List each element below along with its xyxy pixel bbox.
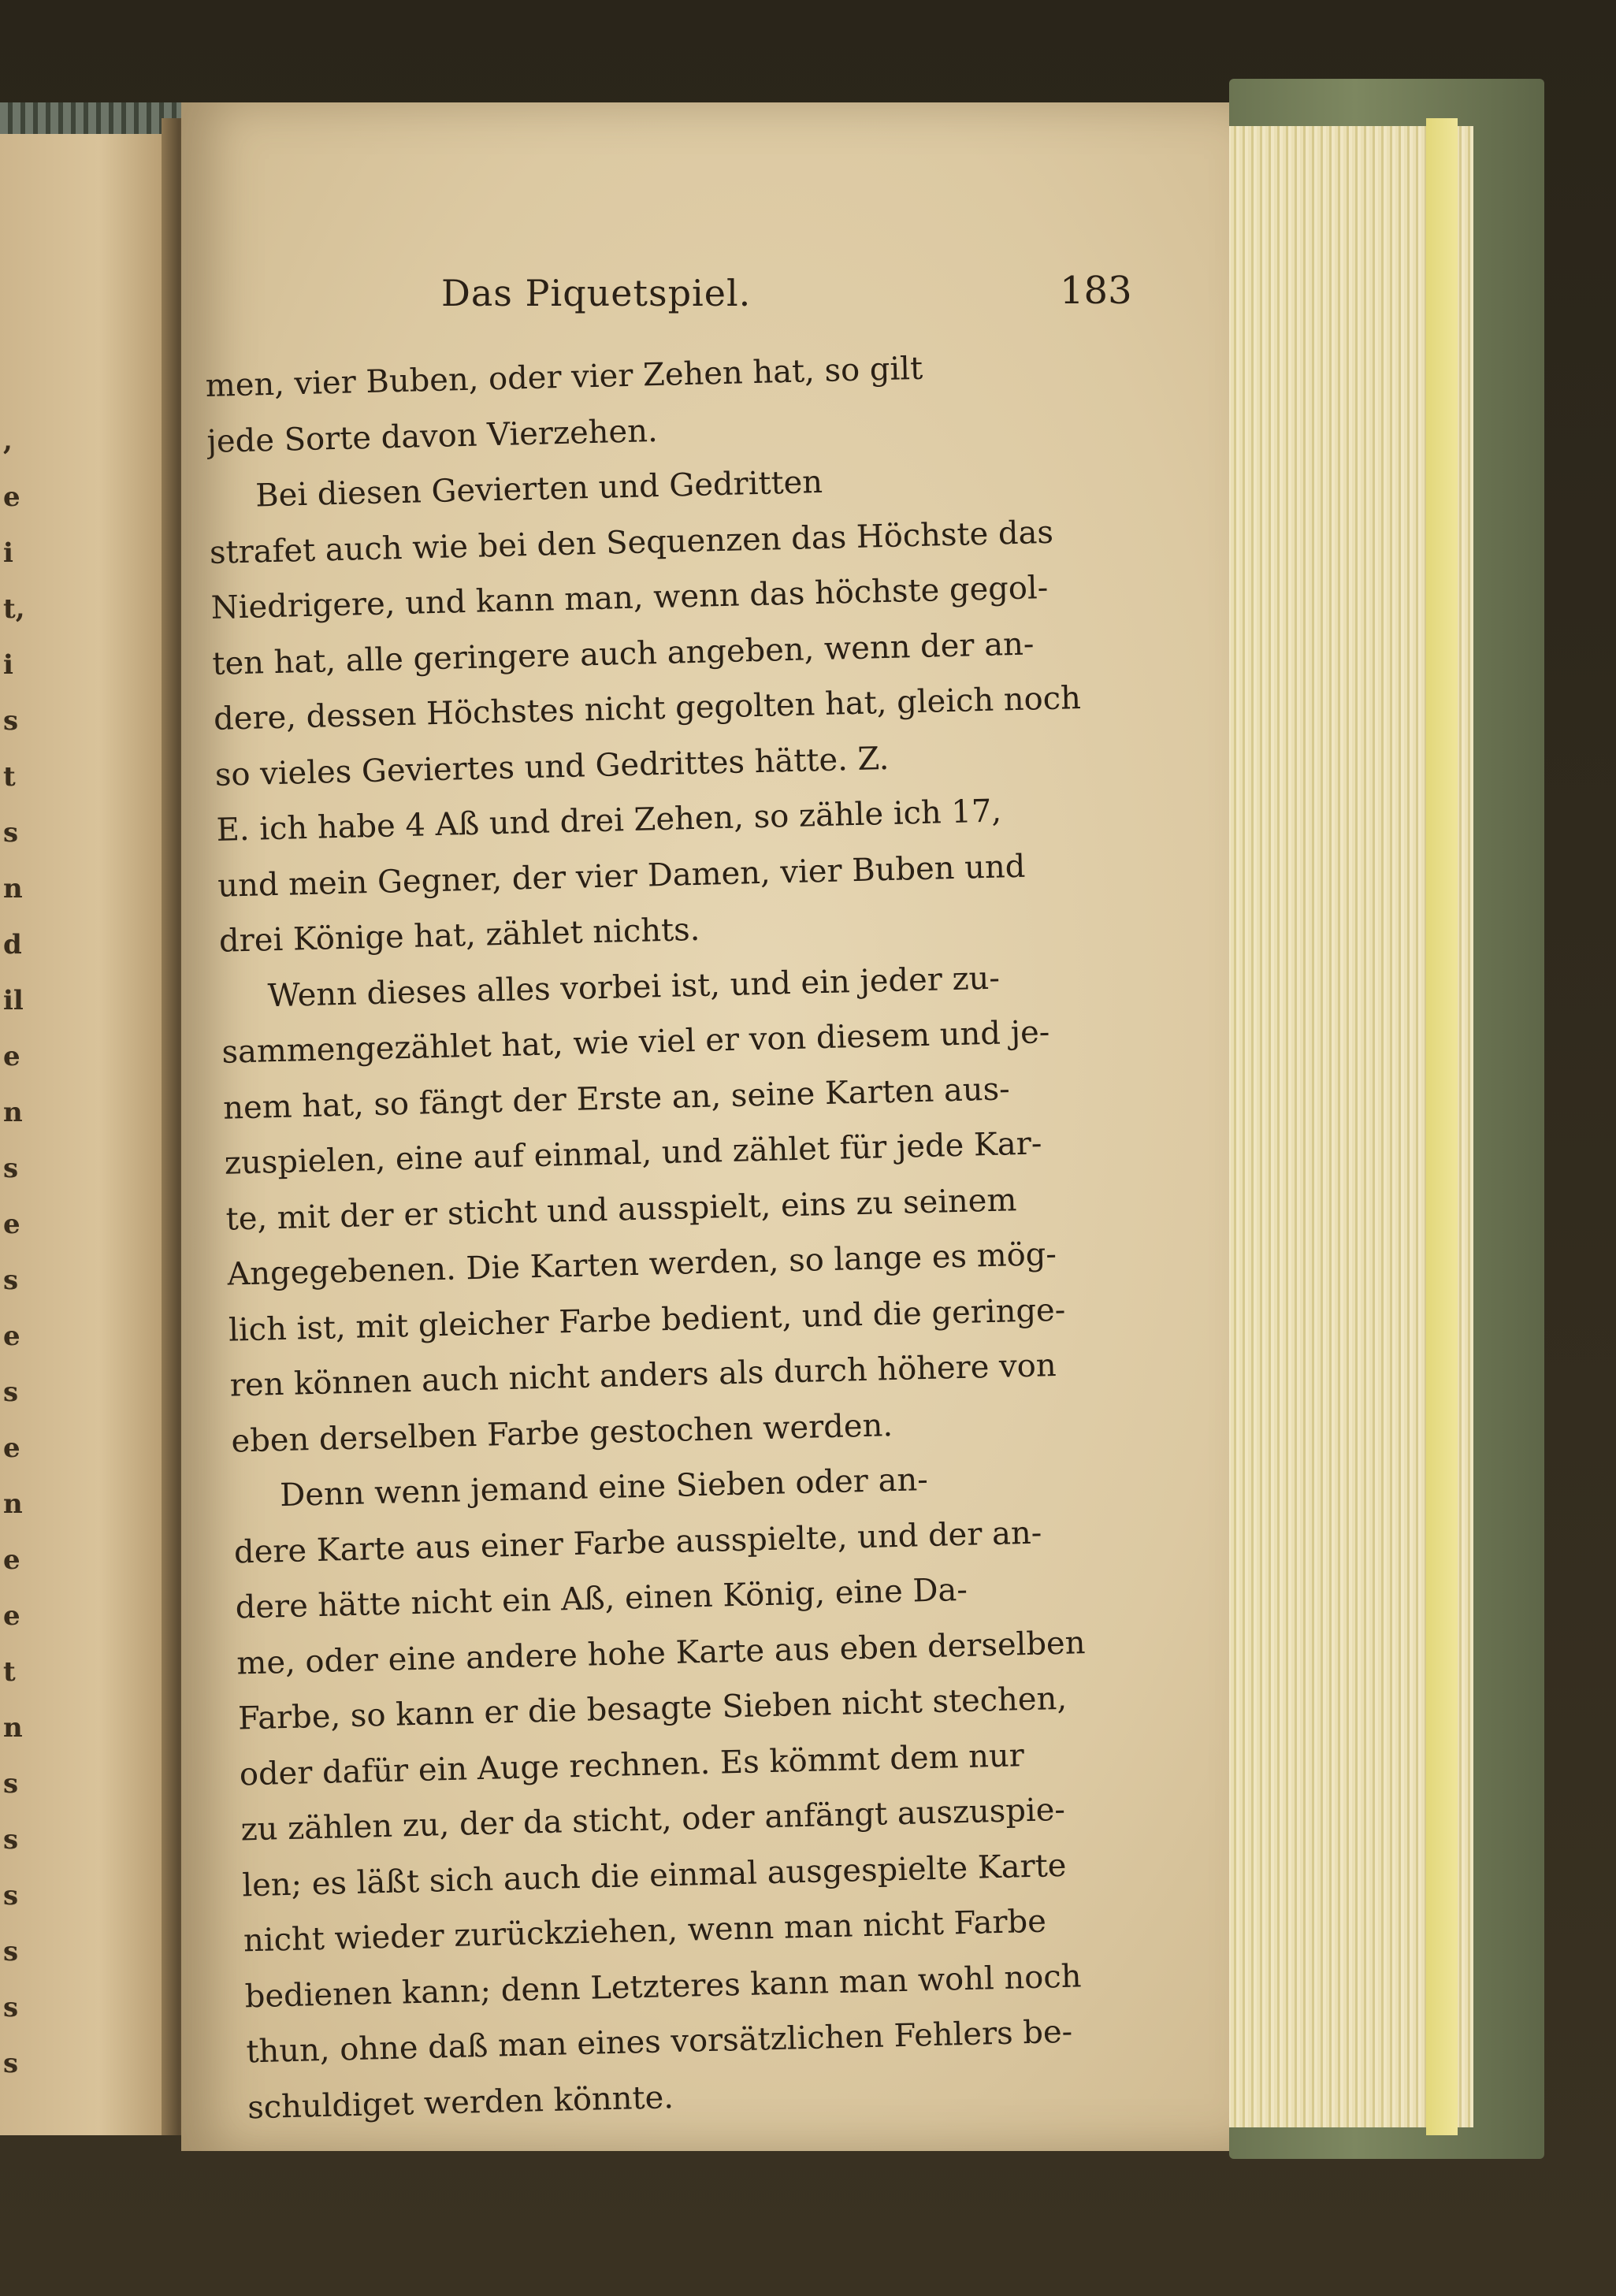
margin-letter: s: [3, 1880, 19, 1911]
margin-letter: s: [3, 1376, 19, 1408]
page-edge-highlight: [1426, 118, 1458, 2135]
margin-letter: n: [3, 1712, 23, 1744]
margin-letter: s: [3, 1153, 19, 1184]
text-line: zuspielen, eine auf einmal, und zählet für jede Kar-: [224, 1125, 1042, 1182]
body-text: [205, 336, 1178, 2135]
margin-letter: e: [3, 1432, 20, 1464]
text-line: oder dafür ein Auge rechnen. Es kömmt dem nur: [239, 1737, 1025, 1793]
margin-letter: t,: [3, 593, 25, 625]
running-title: Das Piquetspiel.: [441, 272, 752, 314]
text-line: Angegebenen. Die Karten werden, so lange es mög-: [226, 1235, 1057, 1293]
margin-letter: s: [3, 817, 19, 849]
text-line: ten hat, alle geringere auch angeben, wenn der an-: [211, 625, 1035, 682]
text-line: strafet auch wie bei den Sequenzen das Höchste das: [209, 514, 1054, 571]
text-line: nicht wieder zurückziehen, wenn man nicht Farbe: [243, 1903, 1047, 1960]
text-line: te, mit der er sticht und ausspielt, eins zu seinem: [225, 1181, 1017, 1238]
text-line: drei Könige hat, zählet nichts.: [218, 911, 700, 960]
margin-letter: e: [3, 481, 20, 513]
text-line: schuldiget werden könnte.: [247, 2079, 674, 2126]
margin-letter: n: [3, 1488, 23, 1520]
margin-letter: t: [3, 1656, 16, 1688]
text-line: und mein Gegner, der vier Damen, vier Buben und: [217, 848, 1026, 905]
text-line: so vieles Geviertes und Gedrittes hätte. Z.: [214, 740, 890, 793]
page-number: 183: [1060, 269, 1132, 313]
text-line: Wenn dieses alles vorbei ist, und ein jeder zu-: [267, 960, 1001, 1014]
margin-letter: e: [3, 1544, 20, 1576]
margin-letter: e: [3, 1600, 20, 1632]
text-line: Bei diesen Gevierten und Gedritten: [254, 463, 823, 515]
margin-letter: s: [3, 1936, 19, 1967]
text-line: me, oder eine andere hohe Karte aus eben derselben: [236, 1624, 1086, 1681]
margin-letter: s: [3, 1992, 19, 2023]
margin-letter: e: [3, 1321, 20, 1352]
text-line: Farbe, so kann er die besagte Sieben nicht stechen,: [237, 1680, 1068, 1737]
text-line: ren können auch nicht anders als durch höhere von: [229, 1347, 1057, 1404]
text-line: len; es läßt sich auch die einmal ausgespielte Karte: [241, 1847, 1067, 1904]
text-line: eben derselben Farbe gestochen werden.: [231, 1406, 893, 1460]
margin-letter: s: [3, 1265, 19, 1296]
text-line: dere Karte aus einer Farbe ausspielte, und der an-: [233, 1514, 1042, 1571]
text-line: dere, dessen Höchstes nicht gegolten hat, gleich noch: [213, 679, 1082, 737]
margin-letter: s: [3, 705, 19, 737]
margin-letter: d: [3, 929, 22, 960]
margin-letter: n: [3, 1097, 23, 1128]
margin-letter: s: [3, 2048, 19, 2079]
text-line: men, vier Buben, oder vier Zehen hat, so gilt: [205, 350, 923, 404]
binding-strip: [0, 102, 181, 134]
margin-letter: e: [3, 1209, 20, 1240]
text-line: Denn wenn jemand eine Sieben oder an-: [279, 1462, 929, 1514]
text-line: thun, ohne daß man eines vorsätzlichen Fehlers be-: [245, 2013, 1073, 2071]
text-line: jede Sorte davon Vierzehen.: [206, 412, 659, 460]
margin-letter: n: [3, 873, 23, 905]
text-line: lich ist, mit gleicher Farbe bedient, und die geringe-: [228, 1291, 1066, 1349]
text-line: dere hätte nicht ein Aß, einen König, eine Da-: [235, 1571, 968, 1626]
margin-letter: i: [3, 537, 13, 569]
text-line: E. ich habe 4 Aß und drei Zehen, so zähle ich 17,: [216, 793, 1002, 849]
margin-letter: il: [3, 985, 24, 1016]
margin-letter: t: [3, 761, 16, 793]
margin-letter: s: [3, 1768, 19, 1800]
text-line: Niedrigere, und kann man, wenn das höchste gegol-: [210, 569, 1049, 626]
margin-letter: e: [3, 1041, 20, 1072]
margin-letter: i: [3, 649, 13, 681]
margin-letter: ,: [3, 425, 13, 457]
margin-letter: s: [3, 1824, 19, 1856]
page-header: [441, 269, 1198, 314]
text-line: sammengezählet hat, wie viel er von diesem und je-: [221, 1014, 1050, 1071]
text-line: zu zählen zu, der da sticht, oder anfängt auszuspie-: [240, 1791, 1066, 1848]
text-line: nem hat, so fängt der Erste an, seine Karten aus-: [222, 1070, 1011, 1127]
text-line: bedienen kann; denn Letzteres kann man wohl noch: [244, 1957, 1082, 2015]
